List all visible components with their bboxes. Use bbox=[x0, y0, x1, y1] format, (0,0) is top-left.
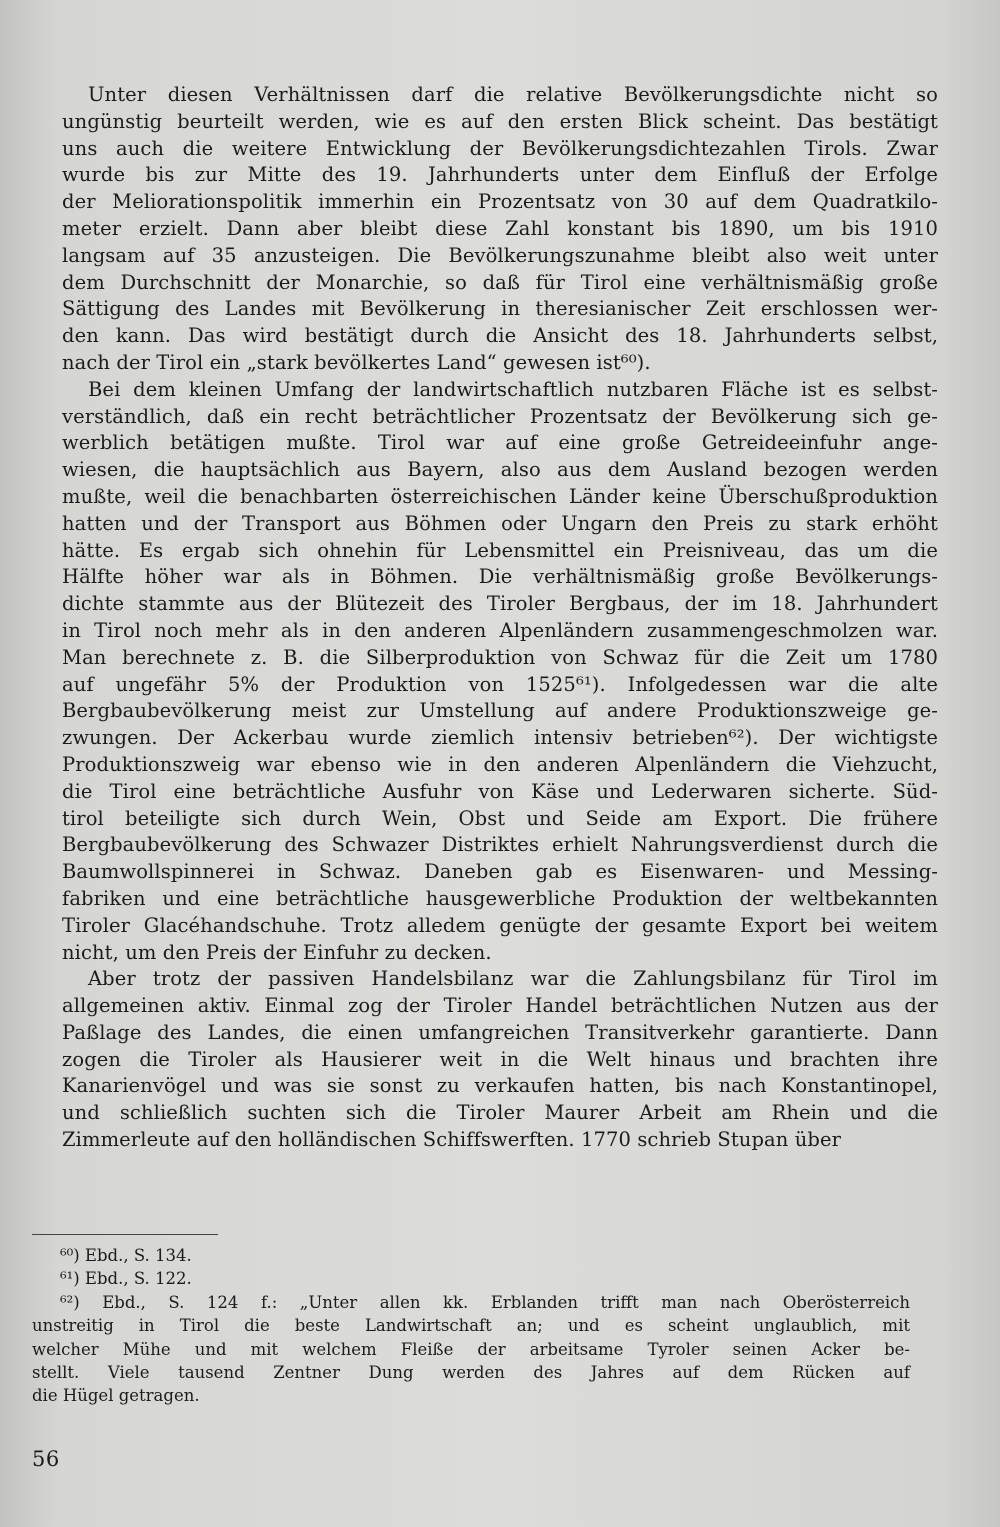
text-line: mußte, weil die benachbarten österreichischen Länder keine Überschußproduktion bbox=[62, 484, 938, 508]
text-line: unstreitig in Tirol die beste Landwirtschaft an; und es scheint unglaublich, mit bbox=[32, 1316, 910, 1336]
text-line: Sättigung des Landes mit Bevölkerung in theresianischer Zeit erschlossen wer- bbox=[62, 297, 938, 321]
text-line: ⁶²) Ebd., S. 124 f.: „Unter allen kk. Erblanden trifft man nach Oberösterreich bbox=[60, 1292, 910, 1312]
text-line: wiesen, die hauptsächlich aus Bayern, also aus dem Ausland bezogen werden bbox=[62, 458, 938, 482]
text-line: ⁶¹) Ebd., S. 122. bbox=[60, 1269, 192, 1289]
text-line: Kanarienvögel und was sie sonst zu verkaufen hatten, bis nach Konstantinopel, bbox=[62, 1074, 938, 1098]
text-line: dichte stammte aus der Blütezeit des Tiroler Bergbaus, der im 18. Jahrhundert bbox=[62, 592, 938, 616]
footnote bbox=[32, 1267, 910, 1290]
text-line: hatten und der Transport aus Böhmen oder Ungarn den Preis zu stark erhöht bbox=[62, 511, 938, 535]
text-line: langsam auf 35 anzusteigen. Die Bevölkerungszunahme bleibt also weit unter bbox=[62, 243, 938, 267]
text-line: ⁶⁰) Ebd., S. 134. bbox=[60, 1246, 192, 1265]
paragraph bbox=[62, 82, 938, 377]
text-line: Tiroler Glacéhandschuhe. Trotz alledem genügte der gesamte Export bei weitem bbox=[62, 913, 938, 937]
footnote-separator bbox=[32, 1234, 218, 1235]
text-line: hätte. Es ergab sich ohnehin für Lebensmittel ein Preisniveau, das um die bbox=[62, 538, 938, 562]
text-line: Unter diesen Verhältnissen darf die relative Bevölkerungsdichte nicht so bbox=[88, 83, 938, 106]
text-line: ungünstig beurteilt werden, wie es auf den ersten Blick scheint. Das bestätigt bbox=[62, 109, 938, 133]
text-line: Bergbaubevölkerung meist zur Umstellung auf andere Produktionszweige ge- bbox=[62, 699, 938, 723]
text-line: in Tirol noch mehr als in den anderen Alpenländern zusammengeschmolzen war. bbox=[62, 618, 938, 642]
text-line: den kann. Das wird bestätigt durch die Ansicht des 18. Jahrhunderts selbst, bbox=[62, 324, 938, 348]
footnote bbox=[32, 1244, 910, 1267]
paragraph bbox=[62, 377, 938, 967]
text-line: meter erzielt. Dann aber bleibt diese Zahl konstant bis 1890, um bis 1910 bbox=[62, 216, 938, 240]
paragraph bbox=[62, 966, 938, 1154]
text-line: die Hügel getragen. bbox=[32, 1386, 200, 1406]
text-line: zwungen. Der Ackerbau wurde ziemlich intensiv betrieben⁶²). Der wichtigste bbox=[62, 726, 938, 750]
text-line: allgemeinen aktiv. Einmal zog der Tiroler Handel beträchtlichen Nutzen aus der bbox=[62, 994, 938, 1018]
text-line: Zimmerleute auf den holländischen Schiffswerften. 1770 schrieb Stupan über bbox=[62, 1128, 842, 1152]
text-line: Aber trotz der passiven Handelsbilanz war die Zahlungsbilanz für Tirol im bbox=[88, 967, 938, 991]
text-line: tirol beteiligte sich durch Wein, Obst und Seide am Export. Die frühere bbox=[62, 806, 938, 830]
text-line: Paßlage des Landes, die einen umfangreichen Transitverkehr garantierte. Dann bbox=[62, 1020, 938, 1044]
page-number: 56 bbox=[32, 1447, 60, 1471]
text-line: verständlich, daß ein recht beträchtlicher Prozentsatz der Bevölkerung sich ge- bbox=[62, 404, 938, 428]
text-line: dem Durchschnitt der Monarchie, so daß für Tirol eine verhältnismäßig große bbox=[62, 270, 938, 294]
text-line: Bei dem kleinen Umfang der landwirtschaftlich nutzbaren Fläche ist es selbst- bbox=[88, 377, 938, 401]
footnote bbox=[32, 1291, 910, 1408]
text-line: werblich betätigen mußte. Tirol war auf eine große Getreideeinfuhr ange- bbox=[62, 431, 938, 455]
text-line: die Tirol eine beträchtliche Ausfuhr von Käse und Lederwaren sicherte. Süd- bbox=[62, 779, 938, 803]
text-line: stellt. Viele tausend Zentner Dung werden des Jahres auf dem Rücken auf bbox=[32, 1363, 910, 1383]
main-text bbox=[62, 82, 938, 1154]
text-line: welcher Mühe und mit welchem Fleiße der arbeitsame Tyroler seinen Acker be- bbox=[32, 1339, 910, 1359]
text-line: Produktionszweig war ebenso wie in den anderen Alpenländern die Viehzucht, bbox=[62, 752, 938, 776]
text-line: der Meliorationspolitik immerhin ein Prozentsatz von 30 auf dem Quadratkilo- bbox=[62, 190, 938, 214]
text-line: uns auch die weitere Entwicklung der Bevölkerungsdichtezahlen Tirols. Zwar bbox=[62, 136, 938, 160]
text-line: auf ungefähr 5% der Produktion von 1525⁶¹). Infolgedessen war die alte bbox=[62, 672, 938, 696]
text-line: Baumwollspinnerei in Schwaz. Daneben gab es Eisenwaren- und Messing- bbox=[62, 860, 938, 884]
text-line: Man berechnete z. B. die Silberproduktion von Schwaz für die Zeit um 1780 bbox=[62, 645, 938, 669]
text-line: nicht, um den Preis der Einfuhr zu decken. bbox=[62, 940, 492, 964]
text-line: nach der Tirol ein „stark bevölkertes Land“ gewesen ist⁶⁰). bbox=[62, 350, 651, 374]
text-line: fabriken und eine beträchtliche hausgewerbliche Produktion der weltbekannten bbox=[62, 886, 938, 910]
text-line: wurde bis zur Mitte des 19. Jahrhunderts unter dem Einfluß der Erfolge bbox=[62, 163, 938, 187]
text-line: und schließlich suchten sich die Tiroler Maurer Arbeit am Rhein und die bbox=[62, 1101, 938, 1125]
text-line: Hälfte höher war als in Böhmen. Die verhältnismäßig große Bevölkerungs- bbox=[62, 565, 938, 589]
text-line: Bergbaubevölkerung des Schwazer Distriktes erhielt Nahrungsverdienst durch die bbox=[62, 833, 938, 857]
footnotes bbox=[32, 1244, 910, 1408]
text-line: zogen die Tiroler als Hausierer weit in die Welt hinaus und brachten ihre bbox=[62, 1047, 938, 1071]
